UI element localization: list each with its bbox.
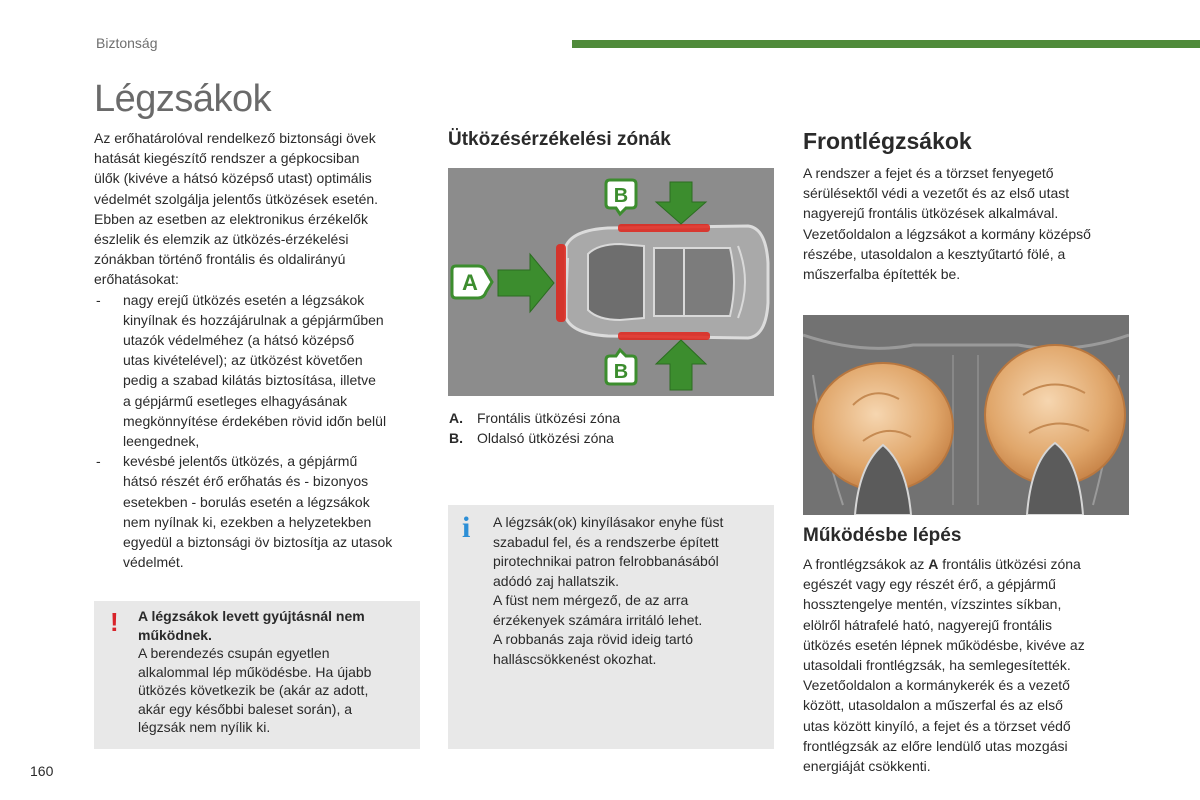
warning-icon: ! (110, 607, 119, 637)
zone-a-badge (452, 266, 492, 298)
info-line: szabadul fel, és a rendszerbe épített (493, 533, 719, 550)
warning-title-line: működnek. (138, 626, 212, 643)
list-line: nagy erejű ütközés esetén a légzsákok (123, 291, 365, 308)
zones-heading: Ütközésérzékelési zónák (448, 129, 671, 150)
front-line: A rendszer a fejet és a törzset fenyegető (803, 165, 1054, 181)
list-line: kevésbé jelentős ütközés, a gépjármű (123, 453, 358, 470)
activation-line: Vezetőoldalon a kormánykerék és a vezető (803, 677, 1070, 694)
front-line: Vezetőoldalon a légzsákot a kormány középső (803, 225, 1091, 242)
list-line: hátsó részét érő erőhatás és - bizonyos (123, 473, 369, 490)
zone-b-top-label: B (613, 185, 629, 207)
page-number: 160 (30, 763, 54, 779)
warning-line: alkalommal lép működésbe. Ha újabb (138, 663, 372, 680)
activation-line-start: A frontlégzsákok az (803, 556, 929, 572)
intro-paragraph (94, 128, 424, 290)
activation-line: között, utasoldalon a műszerfal és az első (803, 697, 1063, 714)
info-paragraph (493, 591, 763, 630)
front-airbags-heading: Frontlégzsákok (803, 128, 972, 154)
diagram-legend (449, 408, 620, 448)
info-line: A robbanás zaja rövid ideig tartó (493, 631, 694, 647)
front-line: sérülésektől védi a vezetőt és az első utast (803, 185, 1070, 202)
legend-key: A. (449, 410, 463, 426)
list-line: védelmét. (123, 554, 184, 571)
front-line: nagyerejű frontális ütközések alkalmával. (803, 205, 1059, 222)
activation-line-end: frontális ütközési zóna (938, 556, 1081, 572)
info-line: A légzsák(ok) kinyílásakor enyhe füst (493, 514, 724, 530)
warning-line: ütközés következik be (akár az adott, (138, 682, 369, 698)
page-title: Légzsákok (94, 78, 272, 120)
intro-line: ülők (kivéve a hátsó középső utast) optimális (94, 170, 372, 187)
info-icon: i (462, 511, 471, 544)
info-line: érzékenyek számára irritáló lehet. (493, 611, 703, 628)
arrow-front-icon (498, 254, 554, 312)
legend-item (449, 408, 620, 428)
list-item (94, 290, 424, 452)
zone-b-bottom-label: B (613, 361, 629, 383)
list-line: a gépjármű esetleges elhagyásának (123, 392, 348, 409)
header-accent-bar (572, 40, 1200, 48)
info-line: adódó zaj hallatszik. (493, 572, 620, 589)
activation-zone-ref: A (928, 556, 939, 572)
intro-text (94, 128, 424, 572)
intro-line: Ebben az esetben az elektronikus érzékelők (94, 210, 368, 227)
activation-heading: Működésbe lépés (803, 525, 962, 546)
inflated-airbags-image (803, 315, 1129, 515)
intro-line: erőhatásokat: (94, 271, 179, 288)
intro-line: észlelik és elemzik az ütközés-érzékelési (94, 231, 349, 248)
front-line: részébe, utasoldalon a kesztyűtartó fölé, a (803, 245, 1066, 262)
activation-line: energiáját csökkenti. (803, 758, 931, 775)
section-label: Biztonság (96, 35, 158, 51)
activation-line: utas között kinyíló, a fejet és a törzset védő (803, 717, 1071, 734)
list-line: egyedül a biztonsági öv biztosítja az utasok (123, 534, 393, 551)
legend-key: B. (449, 430, 463, 446)
front-airbags-text (803, 163, 1129, 284)
car-topview-illustration (448, 168, 774, 396)
warning-line: légzsák nem nyílik ki. (138, 719, 271, 735)
intro-line: zónákban történő frontális és oldalirányú (94, 251, 346, 268)
arrow-side-bottom-icon (656, 340, 706, 390)
arrow-side-top-icon (656, 182, 706, 224)
intro-line: Az erőhatárolóval rendelkező biztonsági övek (94, 130, 376, 146)
zone-b-bottom-badge (606, 350, 636, 384)
warning-box (94, 601, 420, 749)
activation-line: ütközés esetén lépnek működésbe, kivéve az (803, 636, 1085, 653)
info-paragraph (493, 630, 763, 669)
list-line: utazók védelméhez (a hátsó középső (123, 332, 355, 349)
intro-line: védelmét szolgálja jelentős ütközések esetén. (94, 190, 379, 207)
activation-line: utasoldali frontlégzsák, ha semlegesítették. (803, 657, 1071, 674)
info-text (493, 513, 763, 669)
legend-text: Oldalsó ütközési zóna (477, 430, 614, 446)
activation-text (803, 554, 1133, 776)
zone-a-label: A (462, 270, 478, 295)
list-dash: - (96, 291, 101, 308)
list-line: kinyílnak és hozzájárulnak a gépjárműben (123, 311, 384, 328)
car-icon (566, 226, 768, 338)
info-line: A füst nem mérgező, de az arra (493, 592, 689, 608)
list-item (94, 451, 424, 572)
intro-line: hatását kiegészítő rendszer a gépkocsiban (94, 150, 360, 167)
info-paragraph (493, 513, 763, 591)
list-line: nem nyílnak ki, ezekben a helyzetekben (123, 513, 372, 530)
list-dash: - (96, 453, 101, 470)
warning-text (138, 607, 413, 737)
info-line: pirotechnikai patron felrobbanásából (493, 553, 719, 569)
front-line: műszerfalba építették be. (803, 266, 961, 283)
list-line: esetekben - borulás esetén a légzsákok (123, 493, 370, 510)
list-line: pedig a szabad kilátás biztosítása, illetve (123, 372, 376, 389)
list-line: leengednek, (123, 433, 200, 450)
activation-line: egészét vagy egy részét érő, a gépjármű (803, 576, 1056, 593)
list-line: megkönnyítése érdekében rövid időn belül (123, 412, 387, 429)
activation-line: frontlégzsák az előre lendülő utas mozgási (803, 737, 1068, 754)
list-line: utas kivételével); az ütközést követően (123, 352, 363, 369)
activation-line: elölről hátrafelé ható, nagyerejű frontális (803, 616, 1053, 633)
intro-list (94, 290, 424, 573)
zone-b-top-badge (606, 180, 636, 214)
warning-line: A berendezés csupán egyetlen (138, 645, 330, 661)
info-box (448, 505, 774, 749)
info-line: halláscsökkenést okozhat. (493, 650, 657, 667)
warning-line: akár egy későbbi baleset során), a (138, 700, 353, 717)
airbags-illustration (803, 315, 1129, 515)
collision-zones-diagram (448, 168, 774, 396)
activation-line: hossztengelye mentén, vízszintes síkban, (803, 596, 1062, 613)
legend-text: Frontális ütközési zóna (477, 410, 621, 426)
legend-item (449, 428, 620, 448)
warning-title-line: A légzsákok levett gyújtásnál nem (138, 608, 365, 624)
